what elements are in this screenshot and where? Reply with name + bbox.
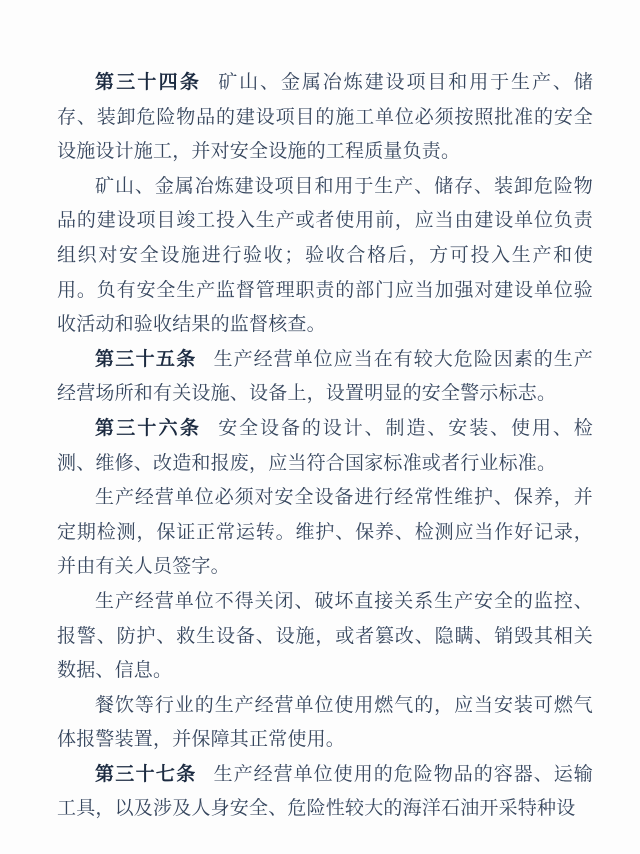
- paragraph-text: 生产经营单位使用的危险物品的容器、运输工具，以及涉及人身安全、危险性较大的海洋石油开采特种设: [57, 763, 593, 820]
- paragraph: [57, 481, 593, 585]
- paragraph-text: 矿山、金属冶炼建设项目和用于生产、储存、装卸危险物品的建设项目竣工投入生产或者使用前，应当由建设单位负责组织对安全设施进行验收；验收合格后，方可投入生产和使用。负有安全生产监督管理职责的部门应当加强对建设单位验收活动和验收结果的监督核查。: [57, 175, 593, 336]
- paragraph: [57, 412, 593, 481]
- paragraph-text: 矿山、金属冶炼建设项目和用于生产、储存、装卸危险物品的建设项目的施工单位必须按照批准的安全设施设计施工，并对安全设施的工程质量负责。: [57, 72, 593, 163]
- paragraph-text: 生产经营单位不得关闭、破坏直接关系生产安全的监控、报警、防护、救生设备、设施，或者篡改、隐瞒、销毁其相关数据、信息。: [57, 590, 593, 682]
- article-number: 第三十四条: [95, 72, 202, 93]
- paragraph-text: 生产经营单位必须对安全设备进行经常性维护、保养，并定期检测，保证正常运转。维护、保养、检测应当作好记录，并由有关人员签字。: [57, 487, 593, 578]
- paragraph: [57, 758, 593, 827]
- paragraph: [57, 343, 593, 412]
- paragraph: [57, 170, 593, 343]
- article-number: 第三十七条: [95, 763, 197, 785]
- article-number: 第三十六条: [95, 417, 202, 439]
- paragraph-text: 生产经营单位应当在有较大危险因素的生产经营场所和有关设施、设备上，设置明显的安全警示标志。: [57, 348, 593, 405]
- article-number: 第三十五条: [95, 348, 197, 370]
- document-body: [57, 66, 593, 827]
- paragraph: [57, 66, 593, 170]
- paragraph-text: 餐饮等行业的生产经营单位使用燃气的，应当安装可燃气体报警装置，并保障其正常使用。: [57, 694, 593, 751]
- paragraph-text: 安全设备的设计、制造、安装、使用、检测、维修、改造和报废，应当符合国家标准或者行业标准。: [57, 417, 593, 474]
- paragraph: [57, 585, 593, 689]
- paragraph: [57, 689, 593, 758]
